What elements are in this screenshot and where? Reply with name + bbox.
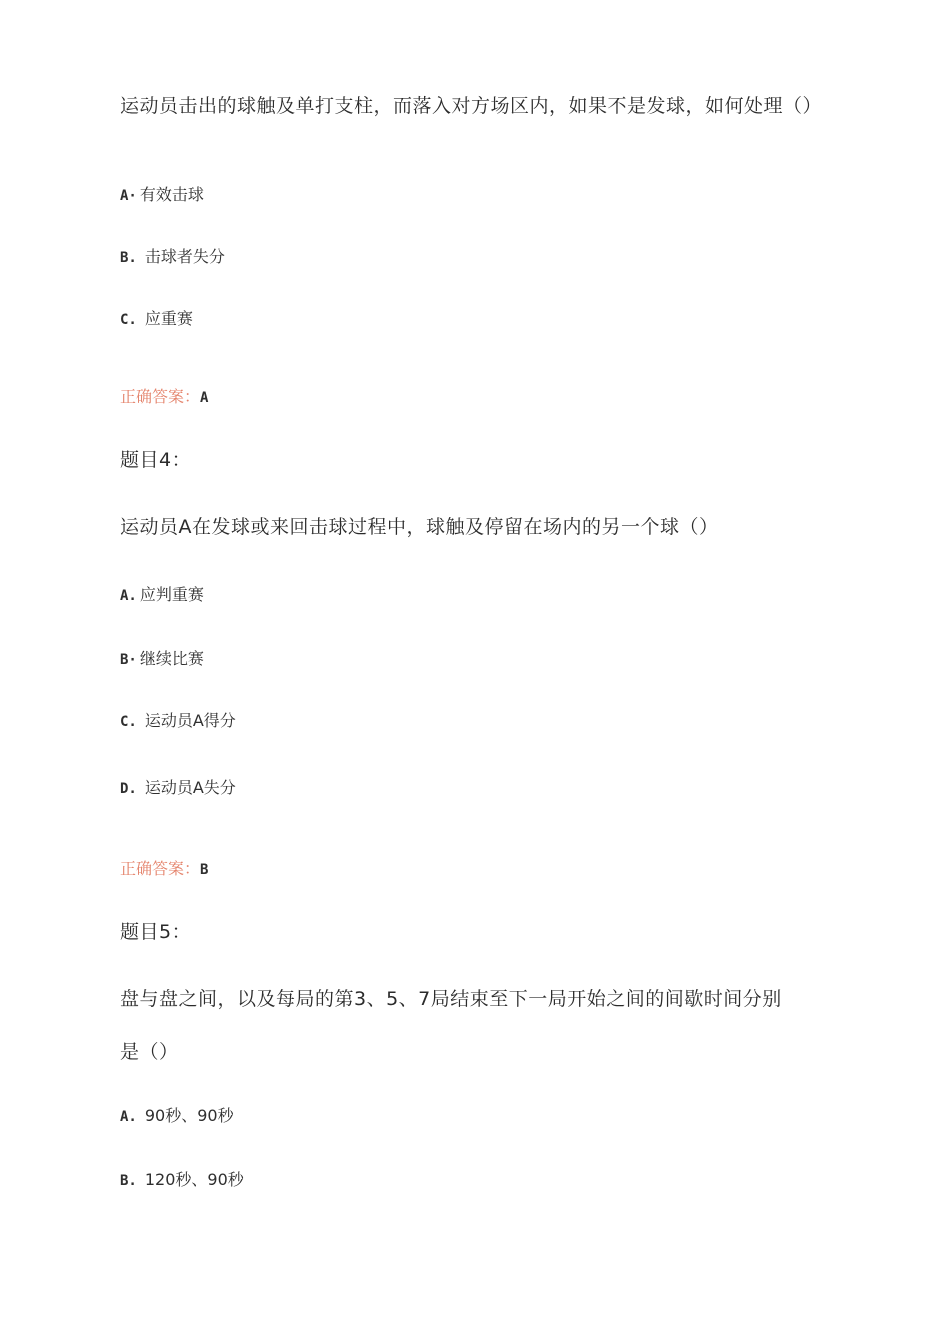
question-3-option-b <box>120 246 225 269</box>
question-3-option-a <box>120 184 204 207</box>
option-label: 有效击球 <box>139 185 204 204</box>
question-4-heading: 题目4： <box>120 449 192 471</box>
option-label: 应重赛 <box>144 309 193 328</box>
option-label: 继续比赛 <box>139 649 204 668</box>
option-label: 应判重赛 <box>139 585 204 604</box>
option-label: 90秒、90秒 <box>144 1106 234 1125</box>
option-label: 120秒、90秒 <box>144 1170 244 1189</box>
question-4-option-a <box>120 584 204 607</box>
question-5-option-b <box>120 1169 244 1192</box>
option-key: A. <box>120 1109 137 1125</box>
answer-label: 正确答案： <box>120 859 201 878</box>
question-3-text: 运动员击出的球触及单打支柱，而落入对方场区内，如果不是发球，如何处理（） <box>120 95 823 117</box>
option-label: 运动员A失分 <box>144 778 236 797</box>
option-key: B. <box>120 1173 137 1189</box>
question-5-option-a <box>120 1105 234 1128</box>
option-key: A· <box>120 188 137 204</box>
question-3-option-c <box>120 308 193 331</box>
question-4-text: 运动员A在发球或来回击球过程中，球触及停留在场内的另一个球（） <box>120 516 719 538</box>
question-4-option-c <box>120 710 236 733</box>
question-4-option-b <box>120 648 204 671</box>
question-4-option-d <box>120 777 236 800</box>
question-5-text-line-2: 是（） <box>120 1041 179 1063</box>
option-key: A. <box>120 588 137 604</box>
option-key: C. <box>120 714 137 730</box>
option-key: B. <box>120 250 137 266</box>
question-5-text-line-1: 盘与盘之间，以及每局的第3、5、7局结束至下一局开始之间的间歇时间分别 <box>120 988 782 1010</box>
question-5-heading: 题目5： <box>120 921 192 943</box>
answer-value: B <box>200 862 209 878</box>
question-4-answer <box>120 858 208 881</box>
option-label: 击球者失分 <box>144 247 225 266</box>
question-3-answer <box>120 386 208 409</box>
option-key: D. <box>120 781 137 797</box>
answer-label: 正确答案： <box>120 387 201 406</box>
option-label: 运动员A得分 <box>144 711 236 730</box>
answer-value: A <box>200 390 209 406</box>
option-key: B· <box>120 652 137 668</box>
option-key: C. <box>120 312 137 328</box>
